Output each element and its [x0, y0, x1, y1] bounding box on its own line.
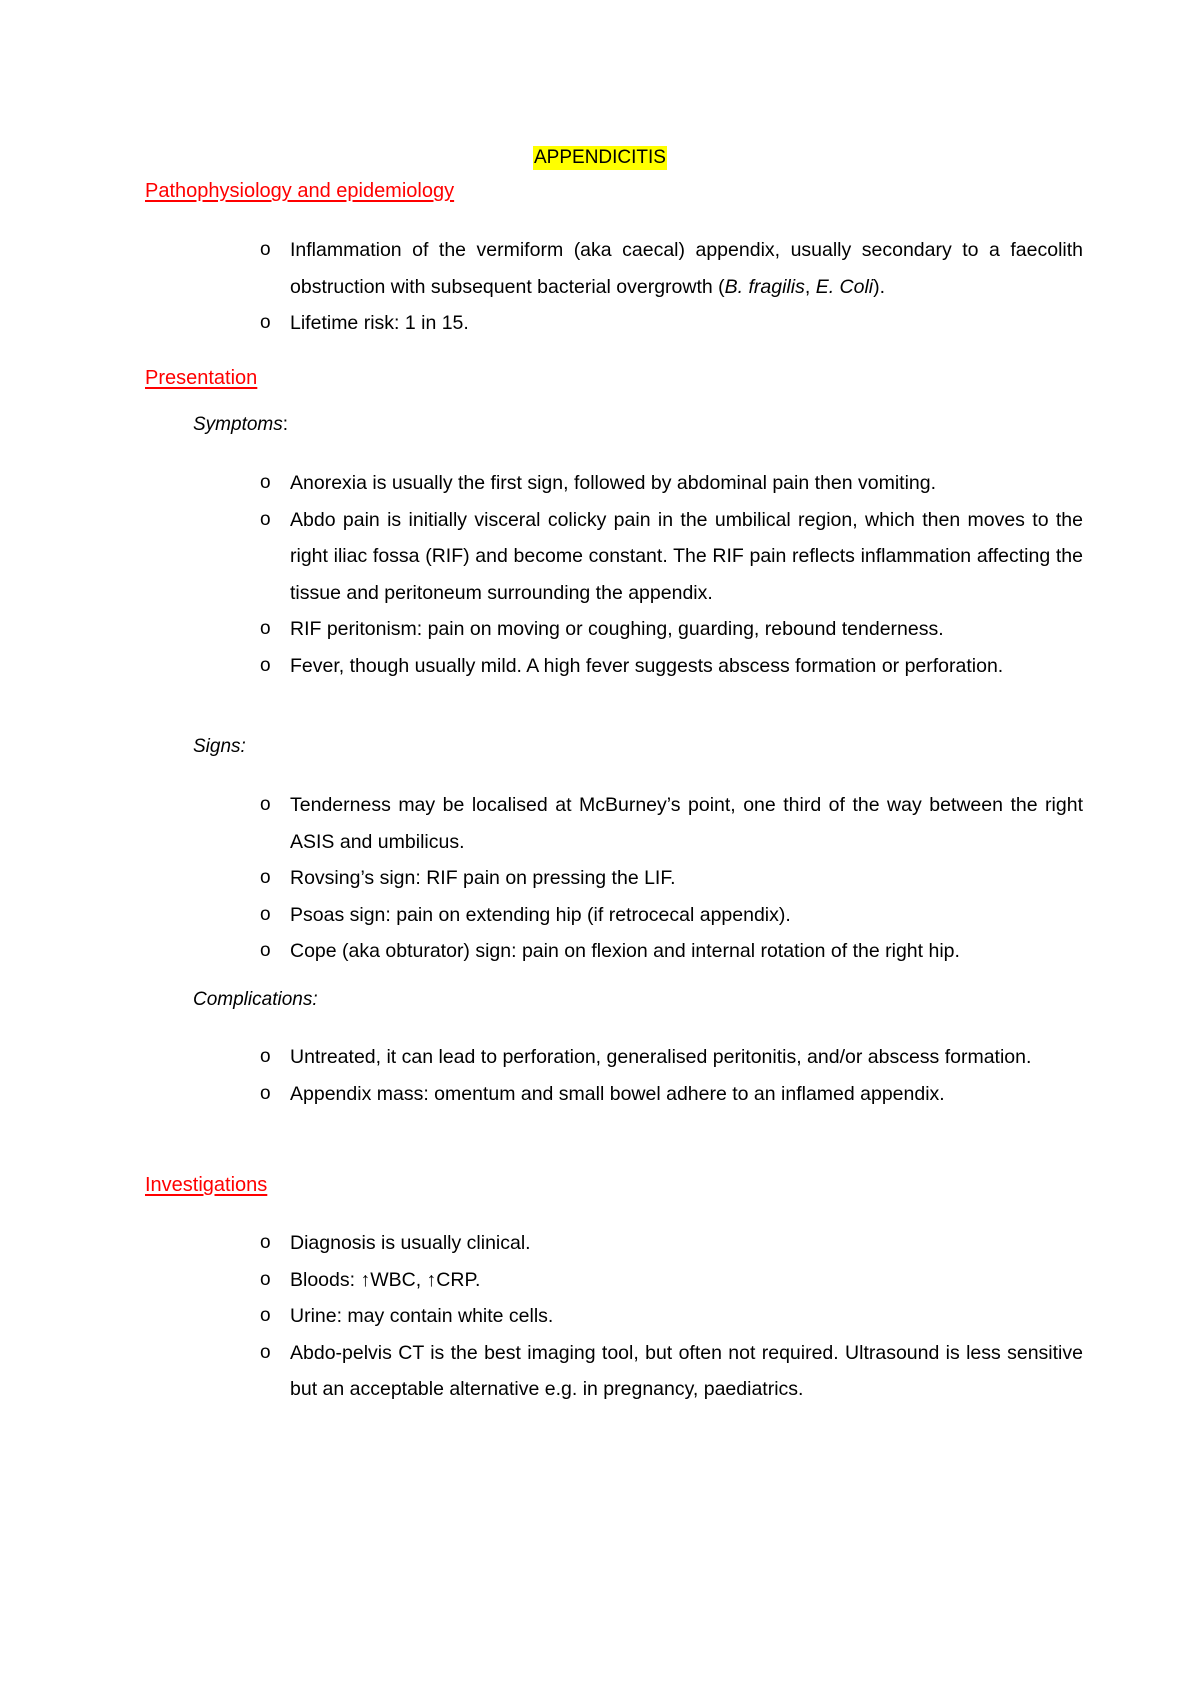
bullet-icon: o	[260, 1232, 271, 1253]
bullet-icon: o	[260, 508, 271, 530]
subheading-symptoms: Symptoms:	[193, 414, 289, 435]
bullet-icon: o	[260, 1082, 271, 1104]
document-title: APPENDICITIS	[534, 147, 666, 168]
bullet-icon: o	[260, 472, 271, 493]
bullet-icon: o	[260, 239, 271, 260]
list-item: o RIF peritonism: pain on moving or coughing, guarding, rebound tenderness.	[0, 611, 1200, 648]
bullet-icon: o	[260, 1341, 271, 1363]
list-item: o Psoas sign: pain on extending hip (if retrocecal appendix).	[0, 897, 1200, 934]
signs-list	[0, 787, 1200, 970]
bullet-icon: o	[260, 1305, 271, 1326]
list-item: o Untreated, it can lead to perforation, generalised peritonitis, and/or abscess formation.	[0, 1039, 1200, 1076]
list-item: o Tenderness may be localised at McBurney’s point, one third of the way between the right ASIS and umbilicus.	[0, 787, 1200, 860]
subheading-signs: Signs:	[193, 736, 246, 757]
list-item: o Rovsing’s sign: RIF pain on pressing the LIF.	[0, 860, 1200, 897]
list-item: o Diagnosis is usually clinical.	[0, 1225, 1200, 1262]
bullet-icon: o	[260, 312, 271, 333]
bullet-icon: o	[260, 1046, 271, 1067]
investigations-list	[0, 1225, 1200, 1408]
bullet-icon: o	[260, 940, 271, 961]
bullet-icon: o	[260, 618, 271, 639]
heading-investigations: Investigations	[145, 1174, 268, 1196]
title-container	[0, 146, 1200, 170]
bullet-icon: o	[260, 1268, 271, 1290]
list-item: o Urine: may contain white cells.	[0, 1298, 1200, 1335]
list-item: o Bloods: ↑WBC, ↑CRP.	[0, 1262, 1200, 1299]
list-item: o Inflammation of the vermiform (aka caecal) appendix, usually secondary to a faecolith obstruction with subsequent bacterial overgrowth (B. fragilis, E. Coli).	[0, 232, 1200, 305]
list-item: o Anorexia is usually the first sign, followed by abdominal pain then vomiting.	[0, 465, 1200, 502]
bullet-icon: o	[260, 867, 271, 888]
bullet-icon: o	[260, 654, 271, 676]
subheading-complications: Complications:	[193, 989, 318, 1010]
list-item: o Abdo-pelvis CT is the best imaging tool, but often not required. Ultrasound is less sensitive but an acceptable alternative e.g. in pregnancy, paediatrics.	[0, 1335, 1200, 1408]
list-item: o Lifetime risk: 1 in 15.	[0, 305, 1200, 342]
heading-pathophysiology: Pathophysiology and epidemiology	[145, 180, 455, 202]
list-item: o Appendix mass: omentum and small bowel adhere to an inflamed appendix.	[0, 1076, 1200, 1113]
symptoms-list	[0, 465, 1200, 684]
list-item: o Fever, though usually mild. A high fever suggests abscess formation or perforation.	[0, 648, 1200, 685]
bullet-icon: o	[260, 794, 271, 815]
heading-presentation: Presentation	[145, 367, 258, 389]
patho-list	[0, 232, 1200, 342]
bullet-icon: o	[260, 903, 271, 925]
complications-list	[0, 1039, 1200, 1112]
list-item: o Abdo pain is initially visceral colicky pain in the umbilical region, which then moves to the right iliac fossa (RIF) and become constant. The RIF pain reflects inflammation affecting the tissue and peritoneum surrounding the appendix.	[0, 502, 1200, 612]
list-item: o Cope (aka obturator) sign: pain on flexion and internal rotation of the right hip.	[0, 933, 1200, 970]
